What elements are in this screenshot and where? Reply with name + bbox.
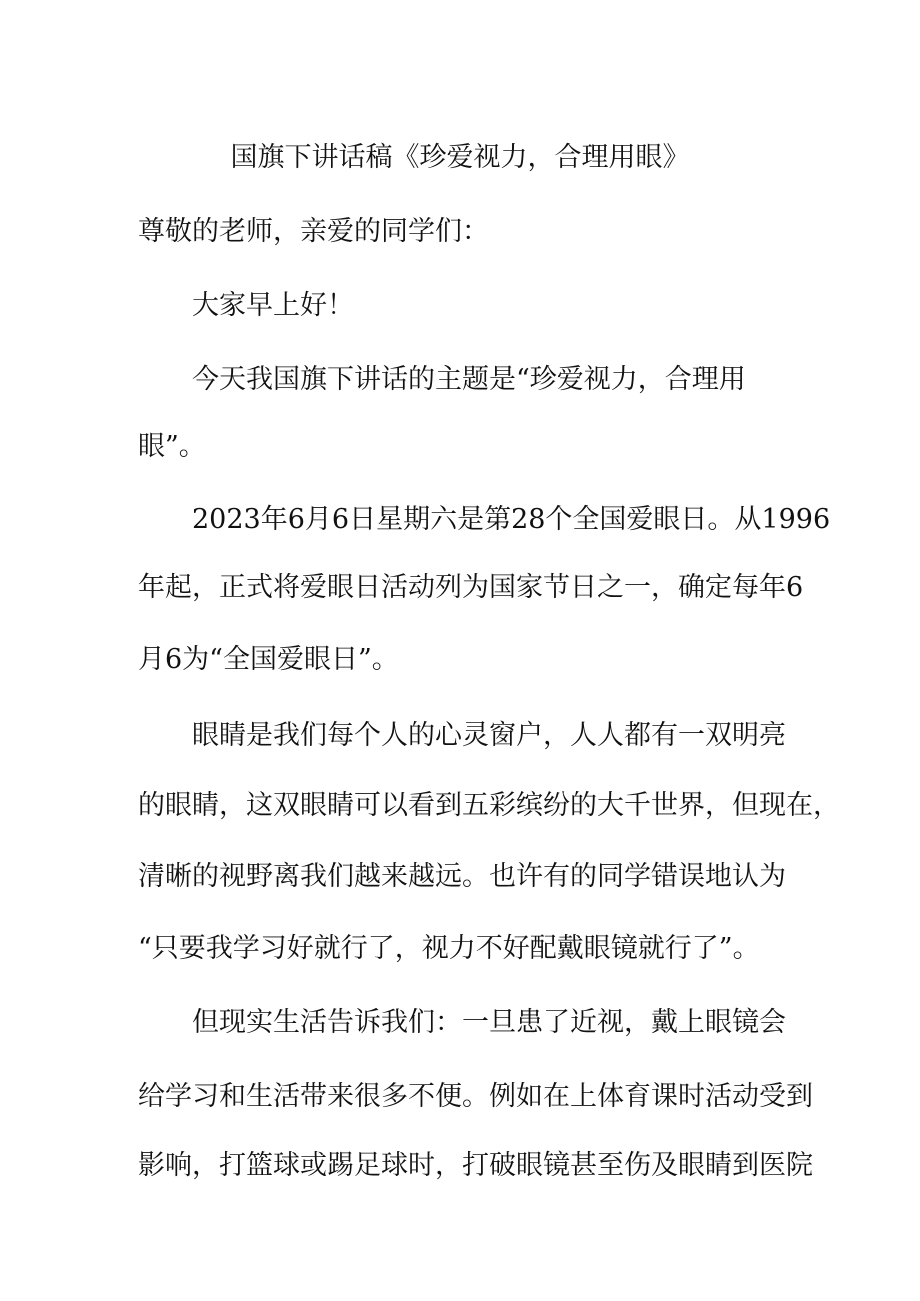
paragraph-line: 但现实生活告诉我们：一旦患了近视，戴上眼镜会 (192, 1007, 786, 1038)
paragraph-line: 给学习和生活带来很多不便。例如在上体育课时活动受到 (138, 1081, 813, 1112)
paragraph-line: 眼”。 (138, 431, 206, 462)
paragraph-line: “只要我学习好就行了，视力不好配戴眼镜就行了”。 (138, 933, 760, 964)
paragraph-line: 眼睛是我们每个人的心灵窗户，人人都有一双明亮 (192, 720, 786, 751)
paragraph-line: 影响，打篮球或踢足球时，打破眼镜甚至伤及眼睛到医院 (138, 1150, 813, 1181)
paragraph-line: 清晰的视野离我们越来越远。也许有的同学错误地认为 (138, 861, 786, 892)
document-title: 国旗下讲话稿《珍爱视力，合理用眼》 (230, 142, 690, 173)
paragraph-line: 2023年6月6日星期六是第28个全国爱眼日。从1996 (192, 504, 831, 535)
paragraph-line: 月6为“全国爱眼日”。 (138, 644, 399, 675)
paragraph-line: 年起，正式将爱眼日活动列为国家节日之一，确定每年6 (138, 572, 804, 603)
greeting: 大家早上好！ (192, 290, 354, 321)
paragraph-line: 今天我国旗下讲话的主题是“珍爱视力，合理用 (192, 364, 746, 395)
paragraph-line: 的眼睛，这双眼睛可以看到五彩缤纷的大千世界，但现在， (138, 790, 840, 821)
salutation: 尊敬的老师，亲爱的同学们： (138, 216, 489, 247)
